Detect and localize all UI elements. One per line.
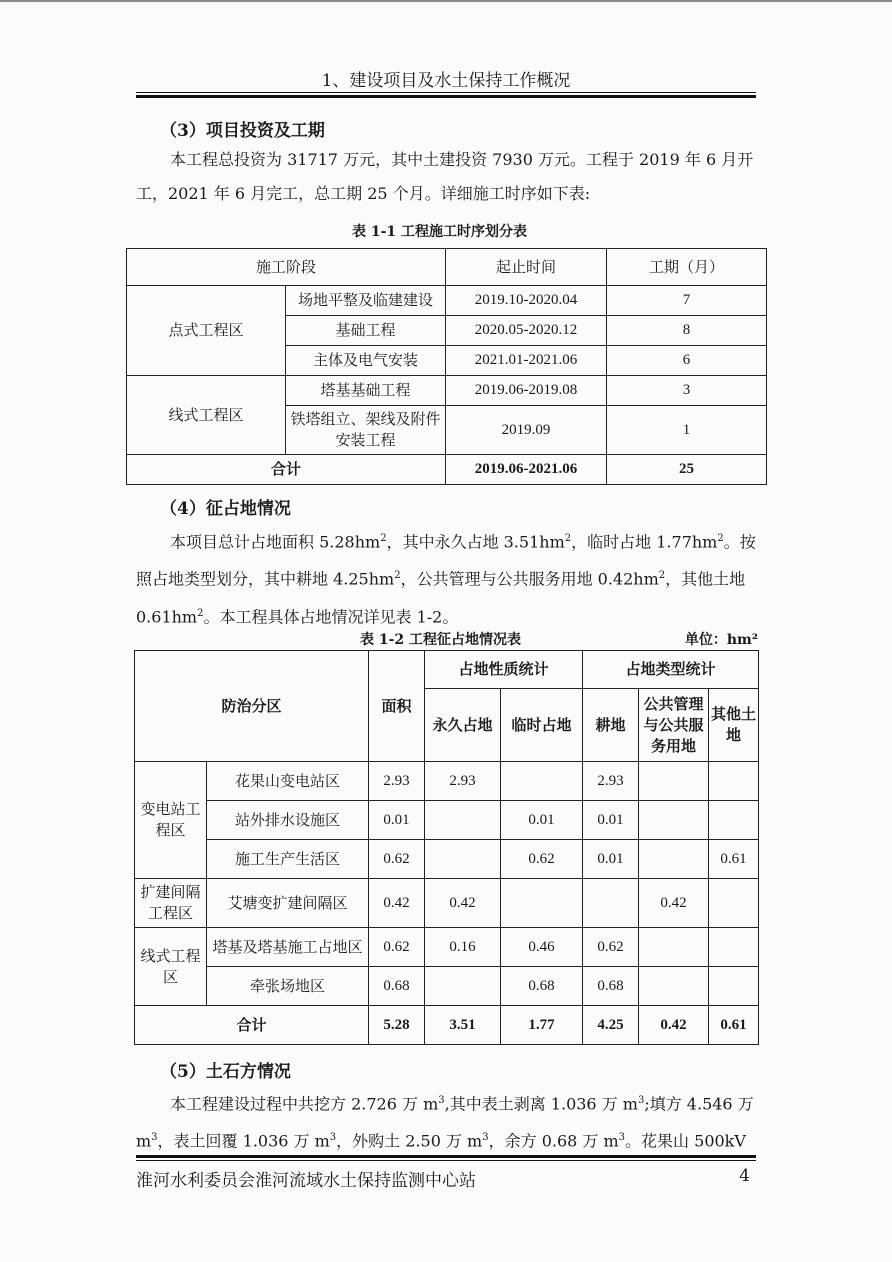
table2-cell-area: 0.62 [369, 928, 425, 967]
table2-cell-other [709, 801, 759, 840]
table2-zone-expansion: 扩建间隔工程区 [135, 879, 207, 928]
table2-cell-temporary: 0.01 [501, 801, 583, 840]
table2-total-farmland: 4.25 [583, 1006, 639, 1045]
table2-header-area: 面积 [369, 651, 425, 762]
table2-cell-area: 0.42 [369, 879, 425, 928]
footer-rule-thick [136, 1155, 756, 1158]
table2-header-permanent: 永久占地 [425, 689, 501, 762]
table2-header-type: 占地类型统计 [583, 651, 759, 689]
table1-cell-item: 场地平整及临建建设 [286, 286, 446, 316]
top-border [0, 0, 892, 2]
footer-organization: 淮河水利委员会淮河流域水土保持监测中心站 [136, 1171, 476, 1191]
table2-row-name: 艾塘变扩建间隔区 [207, 879, 369, 928]
section-heading-investment: （3）项目投资及工期 [160, 121, 325, 141]
table1-cell-months: 1 [607, 406, 767, 455]
table1-zone-line: 线式工程区 [127, 376, 286, 455]
table2-total-public: 0.42 [639, 1006, 709, 1045]
table2-cell-public [639, 967, 709, 1006]
header-rule-thick [136, 95, 756, 98]
table2-cell-temporary [501, 762, 583, 801]
table2-cell-area: 0.01 [369, 801, 425, 840]
table2-cell-temporary [501, 879, 583, 928]
table2-cell-public [639, 801, 709, 840]
table2-row-name: 施工生产生活区 [207, 840, 369, 879]
table2-cell-farmland: 0.01 [583, 801, 639, 840]
table2-header-public: 公共管理与公共服务用地 [639, 689, 709, 762]
table1-cell-months: 7 [607, 286, 767, 316]
table2-cell-public [639, 762, 709, 801]
table2-cell-permanent [425, 801, 501, 840]
table1-cell-item: 铁塔组立、架线及附件安装工程 [286, 406, 446, 455]
table1-zone-point: 点式工程区 [127, 286, 286, 376]
table2-unit: 单位：hm² [684, 632, 758, 648]
table2-caption: 表 1-2 工程征占地情况表 [360, 632, 522, 648]
table2-row-name: 牵张场地区 [207, 967, 369, 1006]
table2-cell-farmland: 0.68 [583, 967, 639, 1006]
table2-cell-permanent: 0.16 [425, 928, 501, 967]
table1-cell-months: 3 [607, 376, 767, 406]
table1-cell-period: 2021.01-2021.06 [446, 346, 607, 376]
page-number: 4 [739, 1166, 750, 1186]
table2-cell-temporary: 0.62 [501, 840, 583, 879]
page-header-title: 1、建设项目及水土保持工作概况 [321, 71, 571, 91]
table1-cell-period: 2020.05-2020.12 [446, 316, 607, 346]
construction-schedule-table [126, 248, 767, 485]
section-heading-earthwork: （5）土石方情况 [160, 1062, 291, 1082]
table2-total-other: 0.61 [709, 1006, 759, 1045]
table2-cell-permanent [425, 840, 501, 879]
table2-cell-temporary: 0.46 [501, 928, 583, 967]
table2-cell-permanent [425, 967, 501, 1006]
table2-cell-public: 0.42 [639, 879, 709, 928]
table1-header-months: 工期（月） [607, 249, 767, 286]
table2-header-other: 其他土地 [709, 689, 759, 762]
table2-cell-area: 0.62 [369, 840, 425, 879]
table2-header-temporary: 临时占地 [501, 689, 583, 762]
table1-header-stage: 施工阶段 [127, 249, 446, 286]
table2-total-permanent: 3.51 [425, 1006, 501, 1045]
paragraph-investment: 本工程总投资为 31717 万元，其中土建投资 7930 万元。工程于 2019 年 6 月开工，2021 年 6 月完工，总工期 25 个月。详细施工时序如下表: [136, 150, 754, 203]
table2-cell-permanent: 0.42 [425, 879, 501, 928]
table1-cell-period: 2019.09 [446, 406, 607, 455]
table2-header-nature: 占地性质统计 [425, 651, 583, 689]
table1-total-months: 25 [607, 455, 767, 485]
table2-cell-farmland: 0.62 [583, 928, 639, 967]
table2-cell-other [709, 928, 759, 967]
paragraph-earthwork: 本工程建设过程中共挖方 2.726 万 $m^3$,其中表土剥离 1.036 万 $m^3$;填方 4.546 万 $m^3$，表土回覆 1.036 万 $m^3$，外购土 2.50 万 $m^3$，余方 0.68 万 $m^3$。花果山 500kV [136, 1094, 754, 1151]
table1-cell-item: 主体及电气安装 [286, 346, 446, 376]
table2-zone-substation: 变电站工程区 [135, 762, 207, 879]
table2-header-zone: 防治分区 [135, 651, 369, 762]
table1-total-period: 2019.06-2021.06 [446, 455, 607, 485]
table2-cell-permanent: 2.93 [425, 762, 501, 801]
paragraph-land: 本项目总计占地面积 $5.28hm^2$，其中永久占地 $3.51hm^2$，临时占地 $1.77hm^2$。按照占地类型划分，其中耕地 $4.25hm^2$，公共管理与公共服务用地 $0.42hm^2$，其他土地 $0.61hm^2$。本工程具体占地情况详见表 1-2。 [136, 532, 756, 626]
table2-cell-other: 0.61 [709, 840, 759, 879]
land-occupation-table [134, 650, 759, 1045]
table1-cell-months: 6 [607, 346, 767, 376]
table2-cell-public [639, 840, 709, 879]
footer-rule-thin [136, 1160, 756, 1161]
table2-zone-line: 线式工程区 [135, 928, 207, 1006]
table2-row-name: 塔基及塔基施工占地区 [207, 928, 369, 967]
table2-cell-area: 2.93 [369, 762, 425, 801]
table2-cell-other [709, 967, 759, 1006]
table2-cell-area: 0.68 [369, 967, 425, 1006]
table2-cell-other [709, 879, 759, 928]
table2-cell-public [639, 928, 709, 967]
table2-cell-temporary: 0.68 [501, 967, 583, 1006]
table1-cell-period: 2019.10-2020.04 [446, 286, 607, 316]
header-rule-thin [136, 92, 756, 93]
table1-cell-item: 基础工程 [286, 316, 446, 346]
table2-cell-farmland: 2.93 [583, 762, 639, 801]
table2-header-farmland: 耕地 [583, 689, 639, 762]
table2-row-name: 站外排水设施区 [207, 801, 369, 840]
section-heading-land: （4）征占地情况 [160, 499, 291, 519]
table2-total-temporary: 1.77 [501, 1006, 583, 1045]
table1-caption: 表 1-1 工程施工时序划分表 [352, 224, 528, 240]
table1-header-period: 起止时间 [446, 249, 607, 286]
table1-total-label: 合计 [127, 455, 446, 485]
table2-cell-farmland: 0.01 [583, 840, 639, 879]
table1-cell-months: 8 [607, 316, 767, 346]
table2-total-label: 合计 [135, 1006, 369, 1045]
table2-cell-farmland [583, 879, 639, 928]
table2-total-area: 5.28 [369, 1006, 425, 1045]
table2-row-name: 花果山变电站区 [207, 762, 369, 801]
table1-cell-period: 2019.06-2019.08 [446, 376, 607, 406]
table2-cell-other [709, 762, 759, 801]
table1-cell-item: 塔基基础工程 [286, 376, 446, 406]
